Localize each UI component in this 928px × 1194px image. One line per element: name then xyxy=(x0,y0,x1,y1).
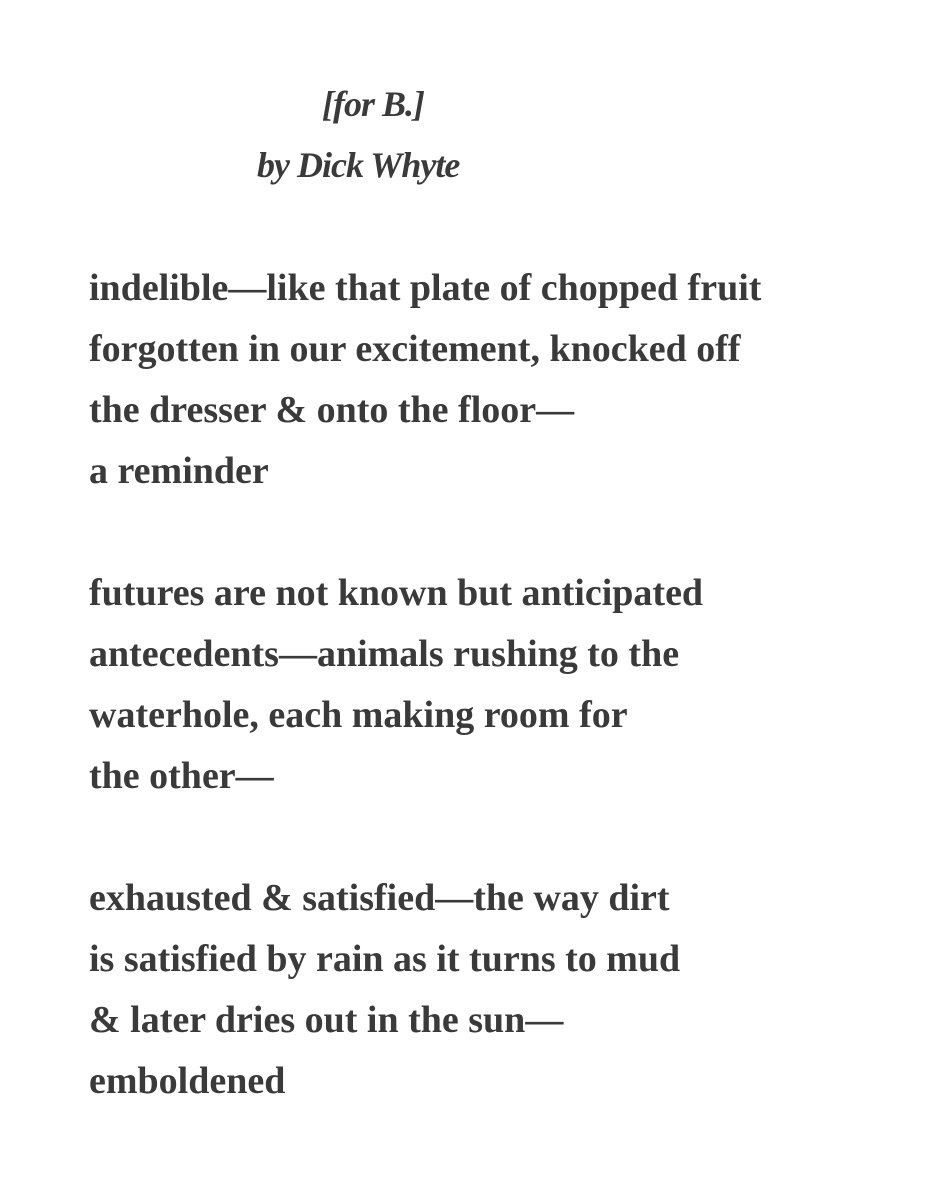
poem-line: is satisfied by rain as it turns to mud xyxy=(89,938,681,980)
poem-line: the other— xyxy=(89,755,274,797)
poem-byline: by Dick Whyte xyxy=(257,145,460,185)
stanza-2 xyxy=(89,563,703,807)
poem-line: forgotten in our excitement, knocked off xyxy=(89,328,741,370)
poem-dedication: [for B.] xyxy=(322,84,424,124)
poem-line: & later dries out in the sun— xyxy=(89,999,564,1041)
poem-line: a reminder xyxy=(89,450,269,492)
poem-line: futures are not known but anticipated xyxy=(89,572,704,614)
poem-line: waterhole, each making room for xyxy=(89,694,628,736)
poem-line: antecedents—animals rushing to the xyxy=(89,633,680,675)
stanza-3 xyxy=(89,868,680,1112)
poem-line: the dresser & onto the floor— xyxy=(89,389,575,431)
poem-line: emboldened xyxy=(89,1060,286,1102)
poem-line: indelible—like that plate of chopped fruit xyxy=(89,267,762,309)
poem-line: exhausted & satisfied—the way dirt xyxy=(89,877,670,919)
stanza-1 xyxy=(89,258,761,502)
